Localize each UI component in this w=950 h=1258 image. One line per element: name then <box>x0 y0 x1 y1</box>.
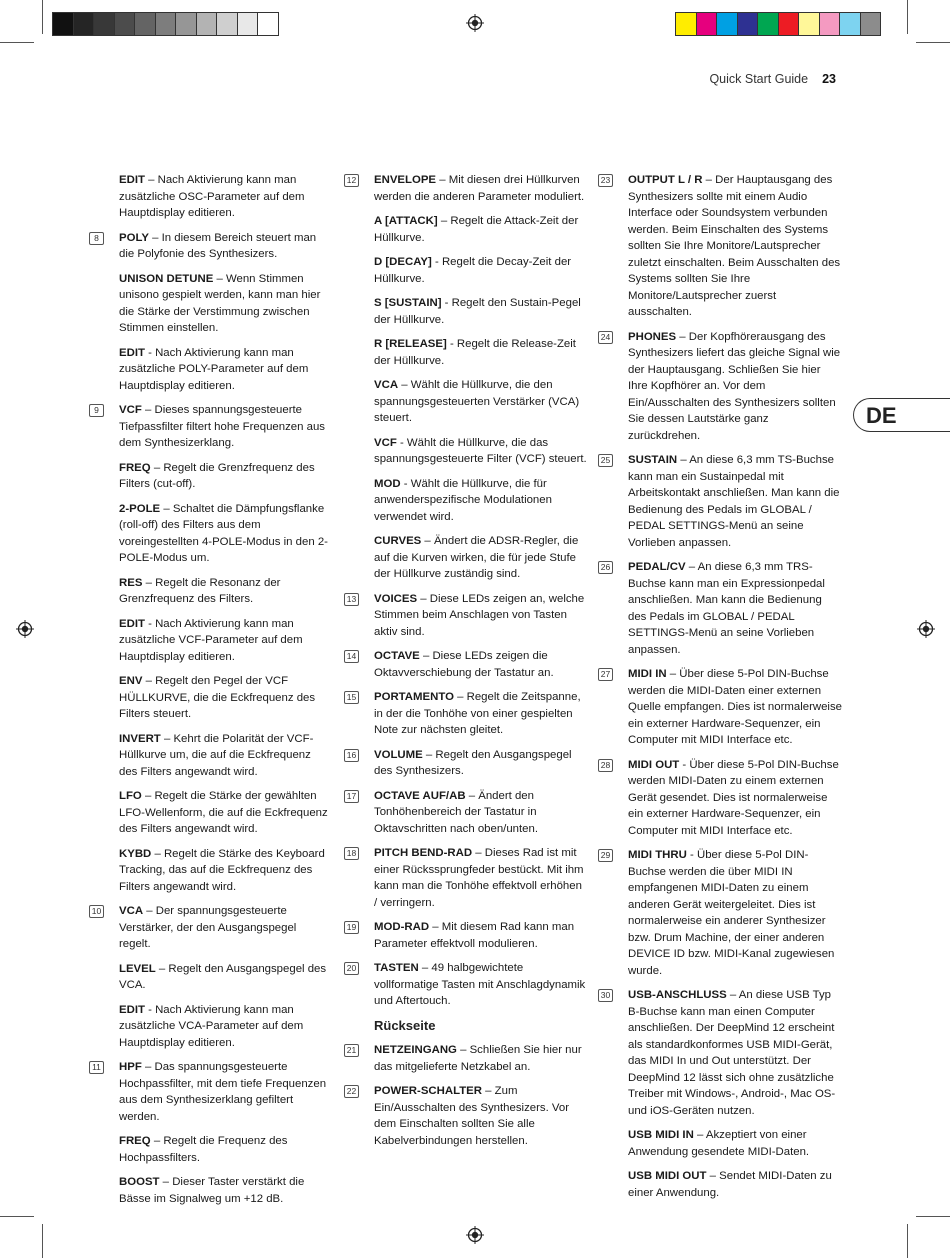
separator: – <box>141 1061 155 1073</box>
control-description: Nach Aktivierung kann man zusätzliche OSC-Parameter auf dem Hauptdisplay editieren. <box>119 174 305 219</box>
control-description: 49 halbgewichtete vollformatige Tasten mit Anschlagdynamik und Aftertouch. <box>374 962 586 1007</box>
description-entry <box>119 616 331 666</box>
separator: – <box>465 789 479 802</box>
control-description: Sendet MIDI-Daten zu einer Anwendung. <box>628 1170 832 1199</box>
description-entry <box>346 747 588 780</box>
separator: – <box>419 650 433 662</box>
separator: – <box>685 561 698 573</box>
description-entry <box>600 559 842 658</box>
description-entry <box>374 336 588 369</box>
separator: – <box>436 174 449 186</box>
separator: – <box>150 1135 164 1147</box>
control-name: PITCH BEND-RAD <box>374 847 473 859</box>
separator: – <box>482 1085 495 1097</box>
control-name: VCA <box>374 379 399 391</box>
control-name: VCF <box>374 436 397 449</box>
color-swatch <box>799 13 820 35</box>
item-number-badge: 13 <box>344 593 359 606</box>
description-entry <box>94 402 331 452</box>
text-column-2 <box>346 172 588 1157</box>
control-name: MIDI THRU <box>628 849 687 861</box>
separator: – <box>142 576 156 589</box>
separator: – <box>453 691 467 703</box>
separator: - <box>679 758 690 771</box>
control-description: Regelt den Sustain-Pegel der Hüllkurve. <box>374 297 581 326</box>
control-name: EDIT <box>119 346 145 359</box>
description-entry <box>374 476 588 526</box>
description-entry <box>600 987 842 1119</box>
control-description: Regelt den Ausgangspegel des Synthesizers. <box>374 748 572 777</box>
description-entry <box>119 575 331 608</box>
control-description: Ändert den Tonhöhenbereich der Tastatur in Oktavschritten nach oben/unten. <box>374 789 539 835</box>
control-name: OCTAVE AUF/AB <box>374 789 466 802</box>
grayscale-color-bar <box>52 12 279 36</box>
separator: – <box>213 272 226 285</box>
description-entry <box>600 847 842 979</box>
color-swatch <box>115 13 136 35</box>
separator: - <box>446 338 457 350</box>
control-name: VCA <box>119 905 144 917</box>
control-description: Regelt die Grenzfrequenz des Filters (cut-off). <box>119 461 315 490</box>
control-description: Regelt die Resonanz der Grenzfrequenz des Filters. <box>119 576 281 605</box>
control-name: CURVES <box>374 535 422 547</box>
color-swatch <box>74 13 95 35</box>
crop-mark <box>907 1224 908 1258</box>
section-heading: Rückseite <box>374 1017 436 1033</box>
description-entry <box>600 757 842 840</box>
item-number-badge: 27 <box>598 668 613 681</box>
color-swatch <box>779 13 800 35</box>
control-description: Der Kopfhörerausgang des Synthesizers liefert das gleiche Signal wie der Hauptausgang. Schließen Sie hier Ihre Kopfhörer an. Vor dem Ein/Ausschalten des Synthesizers sollten Sie dessen Lautstärke ganz zurückdrehen. <box>628 330 841 442</box>
control-name: TASTEN <box>374 962 419 974</box>
crop-mark <box>916 1216 950 1217</box>
registration-mark-icon <box>16 620 34 638</box>
description-entry <box>346 648 588 681</box>
description-entry <box>346 1083 588 1149</box>
control-name: S [SUSTAIN] <box>374 297 442 309</box>
item-number-badge: 14 <box>344 650 359 663</box>
control-name: MOD-RAD <box>374 921 430 933</box>
control-description: Dieses Rad ist mit einer Rückssprungfeder bestückt. Mit ihm kann man die Tonhöhe effektvoll erhöhen / verringern. <box>374 847 584 909</box>
control-description: Wählt die Hüllkurve, die für anwenderspezifische Modulationen verwendet wird. <box>374 477 552 523</box>
description-entry <box>628 1168 842 1201</box>
separator: – <box>398 379 411 391</box>
control-name: EDIT <box>119 1003 145 1016</box>
control-description: Mit diesen drei Hüllkurven werden die anderen Parameter moduliert. <box>374 174 585 203</box>
control-name: OCTAVE <box>374 650 420 662</box>
item-number-badge: 26 <box>598 561 613 574</box>
control-description: Mit diesem Rad kann man Parameter effektvoll modulieren. <box>374 921 575 950</box>
control-name: POLY <box>119 231 149 244</box>
control-name: VOLUME <box>374 748 423 761</box>
control-description: Regelt die Attack-Zeit der Hüllkurve. <box>374 215 579 244</box>
separator: – <box>706 1170 720 1182</box>
language-tab: DE <box>853 398 950 432</box>
control-name: HPF <box>119 1061 142 1073</box>
description-entry <box>91 903 331 953</box>
description-entry <box>119 460 331 493</box>
item-number-badge: 20 <box>344 962 359 975</box>
control-name: NETZEINGANG <box>374 1044 457 1056</box>
color-swatch <box>94 13 115 35</box>
text-column-1 <box>91 172 331 1215</box>
description-entry <box>119 846 331 896</box>
separator: – <box>666 668 680 680</box>
description-entry <box>346 591 588 641</box>
separator: – <box>422 748 436 761</box>
separator: – <box>726 989 739 1001</box>
control-name: LFO <box>119 790 142 802</box>
separator: - <box>431 256 442 268</box>
description-entry <box>119 788 331 838</box>
control-description: Schließen Sie hier nur das mitgelieferte Netzkabel an. <box>374 1044 582 1073</box>
crop-mark <box>0 1216 34 1217</box>
control-description: Schaltet die Dämpfungsflanke (roll-off) des Filters aus dem voreingestellten 4-POLE-Modus in den 2-POLE-Modus um. <box>119 502 328 564</box>
control-description: Über diese 5-Pol DIN-Buchse werden die MIDI-Daten einer externen Quelle empfangen. Dies ist normalerweise ein externer Hardware-Sequenzer, ein Computer mit MIDI Interface etc. <box>628 668 842 746</box>
control-name: VCF <box>119 404 142 416</box>
control-name: MIDI IN <box>628 668 667 680</box>
description-entry <box>346 788 588 838</box>
item-number-badge: 30 <box>598 989 613 1002</box>
description-entry <box>628 1127 842 1160</box>
separator: – <box>437 215 451 227</box>
control-description: In diesem Bereich steuert man die Polyfonie des Synthesizers. <box>119 231 317 260</box>
control-name: LEVEL <box>119 962 156 975</box>
separator: – <box>160 502 173 515</box>
separator: – <box>141 790 155 802</box>
control-description: Nach Aktivierung kann man zusätzliche POLY-Parameter auf dem Hauptdisplay editieren. <box>119 346 309 392</box>
description-entry <box>374 213 588 246</box>
control-description: Dieser Taster verstärkt die Bässe im Signalweg um +12 dB. <box>119 1176 305 1205</box>
description-entry <box>119 673 331 723</box>
control-name: PHONES <box>628 330 677 343</box>
item-number-badge: 25 <box>598 454 613 467</box>
control-name: USB MIDI OUT <box>628 1170 707 1182</box>
separator: – <box>142 675 156 687</box>
control-description: Wählt die Hüllkurve, die den spannungsgesteuerten Verstärker (VCA) steuert. <box>374 379 580 424</box>
color-swatch <box>176 13 197 35</box>
item-number-badge: 12 <box>344 174 359 187</box>
color-swatch <box>861 13 881 35</box>
separator: – <box>418 962 432 974</box>
page-header <box>709 72 836 86</box>
separator: – <box>150 461 164 474</box>
control-description: Akzeptiert von einer Anwendung gesendete MIDI-Daten. <box>628 1129 810 1158</box>
control-description: Regelt die Stärke der gewählten LFO-Wellenform, die auf die Eckfrequenz des Filters angewandt wird. <box>119 790 328 835</box>
item-number-badge: 23 <box>598 174 613 187</box>
color-swatch <box>53 13 74 35</box>
control-name: ENVELOPE <box>374 174 437 186</box>
control-description: Der spannungsgesteuerte Verstärker, der den Ausgangspegel regelt. <box>119 905 297 950</box>
crop-mark <box>42 0 43 34</box>
description-entry <box>119 345 331 395</box>
color-swatch <box>238 13 259 35</box>
control-description: Kehrt die Polarität der VCF-Hüllkurve um, die auf die Eckfrequenz des Filters angewandt wird. <box>119 732 314 778</box>
registration-mark-icon <box>917 620 935 638</box>
control-name: BOOST <box>119 1176 160 1188</box>
color-swatch <box>738 13 759 35</box>
description-entry <box>346 960 588 1010</box>
description-entry <box>119 271 331 337</box>
item-number-badge: 28 <box>598 759 613 772</box>
separator: – <box>159 1176 173 1188</box>
description-entry <box>600 172 842 321</box>
color-swatch <box>697 13 718 35</box>
control-description: Regelt den Ausgangspegel des VCA. <box>119 962 327 991</box>
color-swatch <box>758 13 779 35</box>
control-name: USB-ANSCHLUSS <box>628 989 727 1001</box>
control-name: EDIT <box>119 617 145 630</box>
item-number-badge: 8 <box>89 232 104 245</box>
description-entry <box>346 689 588 739</box>
item-number-badge: 9 <box>89 404 104 417</box>
separator: – <box>702 174 716 186</box>
process-color-bar <box>675 12 881 36</box>
control-description: Regelt die Stärke des Keyboard Tracking, das auf die Eckfrequenz des Filters angewandt wird. <box>119 847 325 893</box>
separator: – <box>151 847 164 860</box>
item-number-badge: 29 <box>598 849 613 862</box>
control-description: Nach Aktivierung kann man zusätzliche VCF-Parameter auf dem Hauptdisplay editieren. <box>119 617 303 663</box>
separator: - <box>400 477 411 490</box>
crop-mark <box>907 0 908 34</box>
control-description: Diese LEDs zeigen die Oktavverschiebung der Tastatur an. <box>374 650 554 679</box>
separator: – <box>676 330 689 343</box>
control-description: Das spannungsgesteuerte Hochpassfilter, mit dem tiefe Frequenzen aus dem Synthesizerklang gefiltert werden. <box>119 1061 327 1123</box>
separator: - <box>144 617 156 630</box>
control-description: Regelt die Decay-Zeit der Hüllkurve. <box>374 256 572 285</box>
control-name: POWER-SCHALTER <box>374 1085 482 1097</box>
separator: – <box>421 535 434 547</box>
control-name: EDIT <box>119 174 145 186</box>
item-number-badge: 17 <box>344 790 359 803</box>
separator: – <box>456 1044 470 1056</box>
description-entry <box>374 533 588 583</box>
control-description: An diese 6,3 mm TRS-Buchse kann man ein Expressionpedal anschließen. Man kann die Bedienung des Pedals im GLOBAL / PEDAL SETTINGS-Menü an seine Vorlieben anpassen. <box>628 561 825 656</box>
text-column-3 <box>600 172 842 1209</box>
control-name: A [ATTACK] <box>374 215 438 227</box>
control-name: SUSTAIN <box>628 454 678 466</box>
control-name: VOICES <box>374 592 418 605</box>
color-swatch <box>676 13 697 35</box>
separator: – <box>160 732 174 745</box>
separator: – <box>677 454 690 466</box>
control-description: An diese USB Typ B-Buchse kann man einen Computer anschließen. Der DeepMind 12 erscheint als standardkonformes USB MIDI-Gerät, das MIDI In und Out unterstützt. Der DeepMind 12 lässt sich ohne zusätzliche Treiber mit Windows-, Android-, Mac OS- und iOS-Geräten nutzen. <box>628 989 836 1117</box>
description-entry <box>346 919 588 952</box>
guide-title: Quick Start Guide <box>709 72 809 86</box>
color-swatch <box>135 13 156 35</box>
separator: – <box>143 905 156 917</box>
control-description: Wenn Stimmen unisono gespielt werden, kann man hier die Stärke der Verstimmung zwischen Stimmen einstellen. <box>119 272 321 334</box>
control-description: Über diese 5-Pol DIN-Buchse werden die über MIDI IN empfangenen MIDI-Daten zu einem anderen Gerät weitergeleitet. Dies ist normalerweise ein anderer Synthesizer bzw. Drum Machine, der einer anderen DEVICE ID bzw. MIDI-Kanal zugewiesen wurde. <box>628 849 835 977</box>
control-name: USB MIDI IN <box>628 1129 694 1141</box>
control-description: An diese 6,3 mm TS-Buchse kann man ein Sustainpedal mit Arbeitskontakt anschließen. Man kann die Bedienung des Pedals im GLOBAL / PEDAL SETTINGS-Menü an seine Vorlieben anpassen. <box>628 454 840 549</box>
separator: – <box>472 847 485 859</box>
control-name: MIDI OUT <box>628 758 680 771</box>
registration-mark-icon <box>466 1226 484 1244</box>
description-entry <box>92 1059 331 1125</box>
color-swatch <box>258 13 278 35</box>
control-name: ENV <box>119 675 143 687</box>
control-description: Über diese 5-Pol DIN-Buchse werden MIDI-Daten zu einem externen Gerät gesendet. Dies ist normalerweise ein externer Hardware-Sequenzer, ein Computer mit MIDI Interface etc. <box>628 758 839 837</box>
separator: - <box>441 297 452 309</box>
control-description: Regelt den Pegel der VCF HÜLLKURVE, die die Eckfrequenz des Filters steuert. <box>119 675 316 720</box>
item-number-badge: 16 <box>344 749 359 762</box>
control-description: Wählt die Hüllkurve, die das spannungsgesteuerte Filter (VCF) steuert. <box>374 436 587 465</box>
separator: – <box>144 174 158 186</box>
description-entry <box>119 172 331 222</box>
color-swatch <box>156 13 177 35</box>
separator: - <box>144 346 156 359</box>
color-swatch <box>217 13 238 35</box>
color-swatch <box>197 13 218 35</box>
control-description: Regelt die Frequenz des Hochpassfilters. <box>119 1135 288 1164</box>
control-name: PEDAL/CV <box>628 561 686 573</box>
crop-mark <box>0 42 34 43</box>
description-entry <box>119 1174 331 1207</box>
separator: - <box>686 849 697 861</box>
control-name: UNISON DETUNE <box>119 272 214 285</box>
color-swatch <box>820 13 841 35</box>
description-entry <box>94 230 331 263</box>
registration-mark-icon <box>466 14 484 32</box>
description-entry <box>374 254 588 287</box>
color-swatch <box>840 13 861 35</box>
description-entry <box>374 377 588 427</box>
control-name: RES <box>119 576 143 589</box>
control-name: 2-POLE <box>119 502 161 515</box>
control-description: Diese LEDs zeigen an, welche Stimmen beim Anschlagen von Tasten aktiv sind. <box>374 592 585 638</box>
separator: - <box>396 436 407 449</box>
description-entry <box>600 666 842 749</box>
page-number: 23 <box>822 72 836 86</box>
control-name: PORTAMENTO <box>374 691 454 703</box>
control-name: KYBD <box>119 847 152 860</box>
control-description: Nach Aktivierung kann man zusätzliche VCA-Parameter auf dem Hauptdisplay editieren. <box>119 1003 304 1049</box>
control-name: D [DECAY] <box>374 256 432 268</box>
description-entry <box>346 172 588 205</box>
description-entry <box>600 329 842 445</box>
control-name: FREQ <box>119 461 151 474</box>
description-entry <box>119 961 331 994</box>
description-entry <box>374 295 588 328</box>
description-entry <box>119 731 331 781</box>
control-name: MOD <box>374 477 401 490</box>
separator: – <box>693 1129 706 1141</box>
item-number-badge: 19 <box>344 921 359 934</box>
description-entry <box>119 1133 331 1166</box>
control-description: Der Hauptausgang des Synthesizers sollte mit einem Audio Interface oder Soundsystem verbunden werden. Beim Einschalten des Systems sollten Sie Ihre Monitore/Lautsprecher zuletzt einschalten. Beim Ausschalten des Systems sollten Sie Ihre Monitore/Lautsprecher zuerst ausschalten. <box>628 174 841 318</box>
description-entry <box>346 845 588 911</box>
separator: - <box>144 1003 156 1016</box>
separator: – <box>141 404 155 416</box>
control-description: Regelt die Zeitspanne, in der die Tonhöhe von einer gespielten Note zur nächsten gleitet. <box>374 691 581 736</box>
crop-mark <box>42 1224 43 1258</box>
separator: – <box>429 921 442 933</box>
item-number-badge: 11 <box>89 1061 104 1074</box>
item-number-badge: 24 <box>598 331 613 344</box>
description-entry <box>119 501 331 567</box>
control-description: Dieses spannungsgesteuerte Tiefpassfilter filtert hohe Frequenzen aus dem Synthesizerklang. <box>119 404 325 449</box>
control-name: OUTPUT L / R <box>628 174 703 186</box>
item-number-badge: 15 <box>344 691 359 704</box>
item-number-badge: 10 <box>89 905 104 918</box>
item-number-badge: 22 <box>344 1085 359 1098</box>
item-number-badge: 21 <box>344 1044 359 1057</box>
description-entry <box>346 1042 588 1075</box>
separator: – <box>148 231 162 244</box>
description-entry <box>119 1002 331 1052</box>
control-name: FREQ <box>119 1135 151 1147</box>
control-description: Regelt die Release-Zeit der Hüllkurve. <box>374 338 576 367</box>
control-name: R [RELEASE] <box>374 338 447 350</box>
separator: – <box>155 962 169 975</box>
control-description: Zum Ein/Ausschalten des Synthesizers. Vor dem Einschalten sollten Sie alle Kabelverbindungen herstellen. <box>374 1085 570 1147</box>
crop-mark <box>916 42 950 43</box>
color-swatch <box>717 13 738 35</box>
description-entry <box>600 452 842 551</box>
separator: – <box>417 592 430 605</box>
description-entry <box>374 435 588 468</box>
control-description: Ändert die ADSR-Regler, die auf die Kurven wirken, die für jede Stufe der Hüllkurve zuständig sind. <box>374 535 579 580</box>
control-name: INVERT <box>119 732 161 745</box>
item-number-badge: 18 <box>344 847 359 860</box>
